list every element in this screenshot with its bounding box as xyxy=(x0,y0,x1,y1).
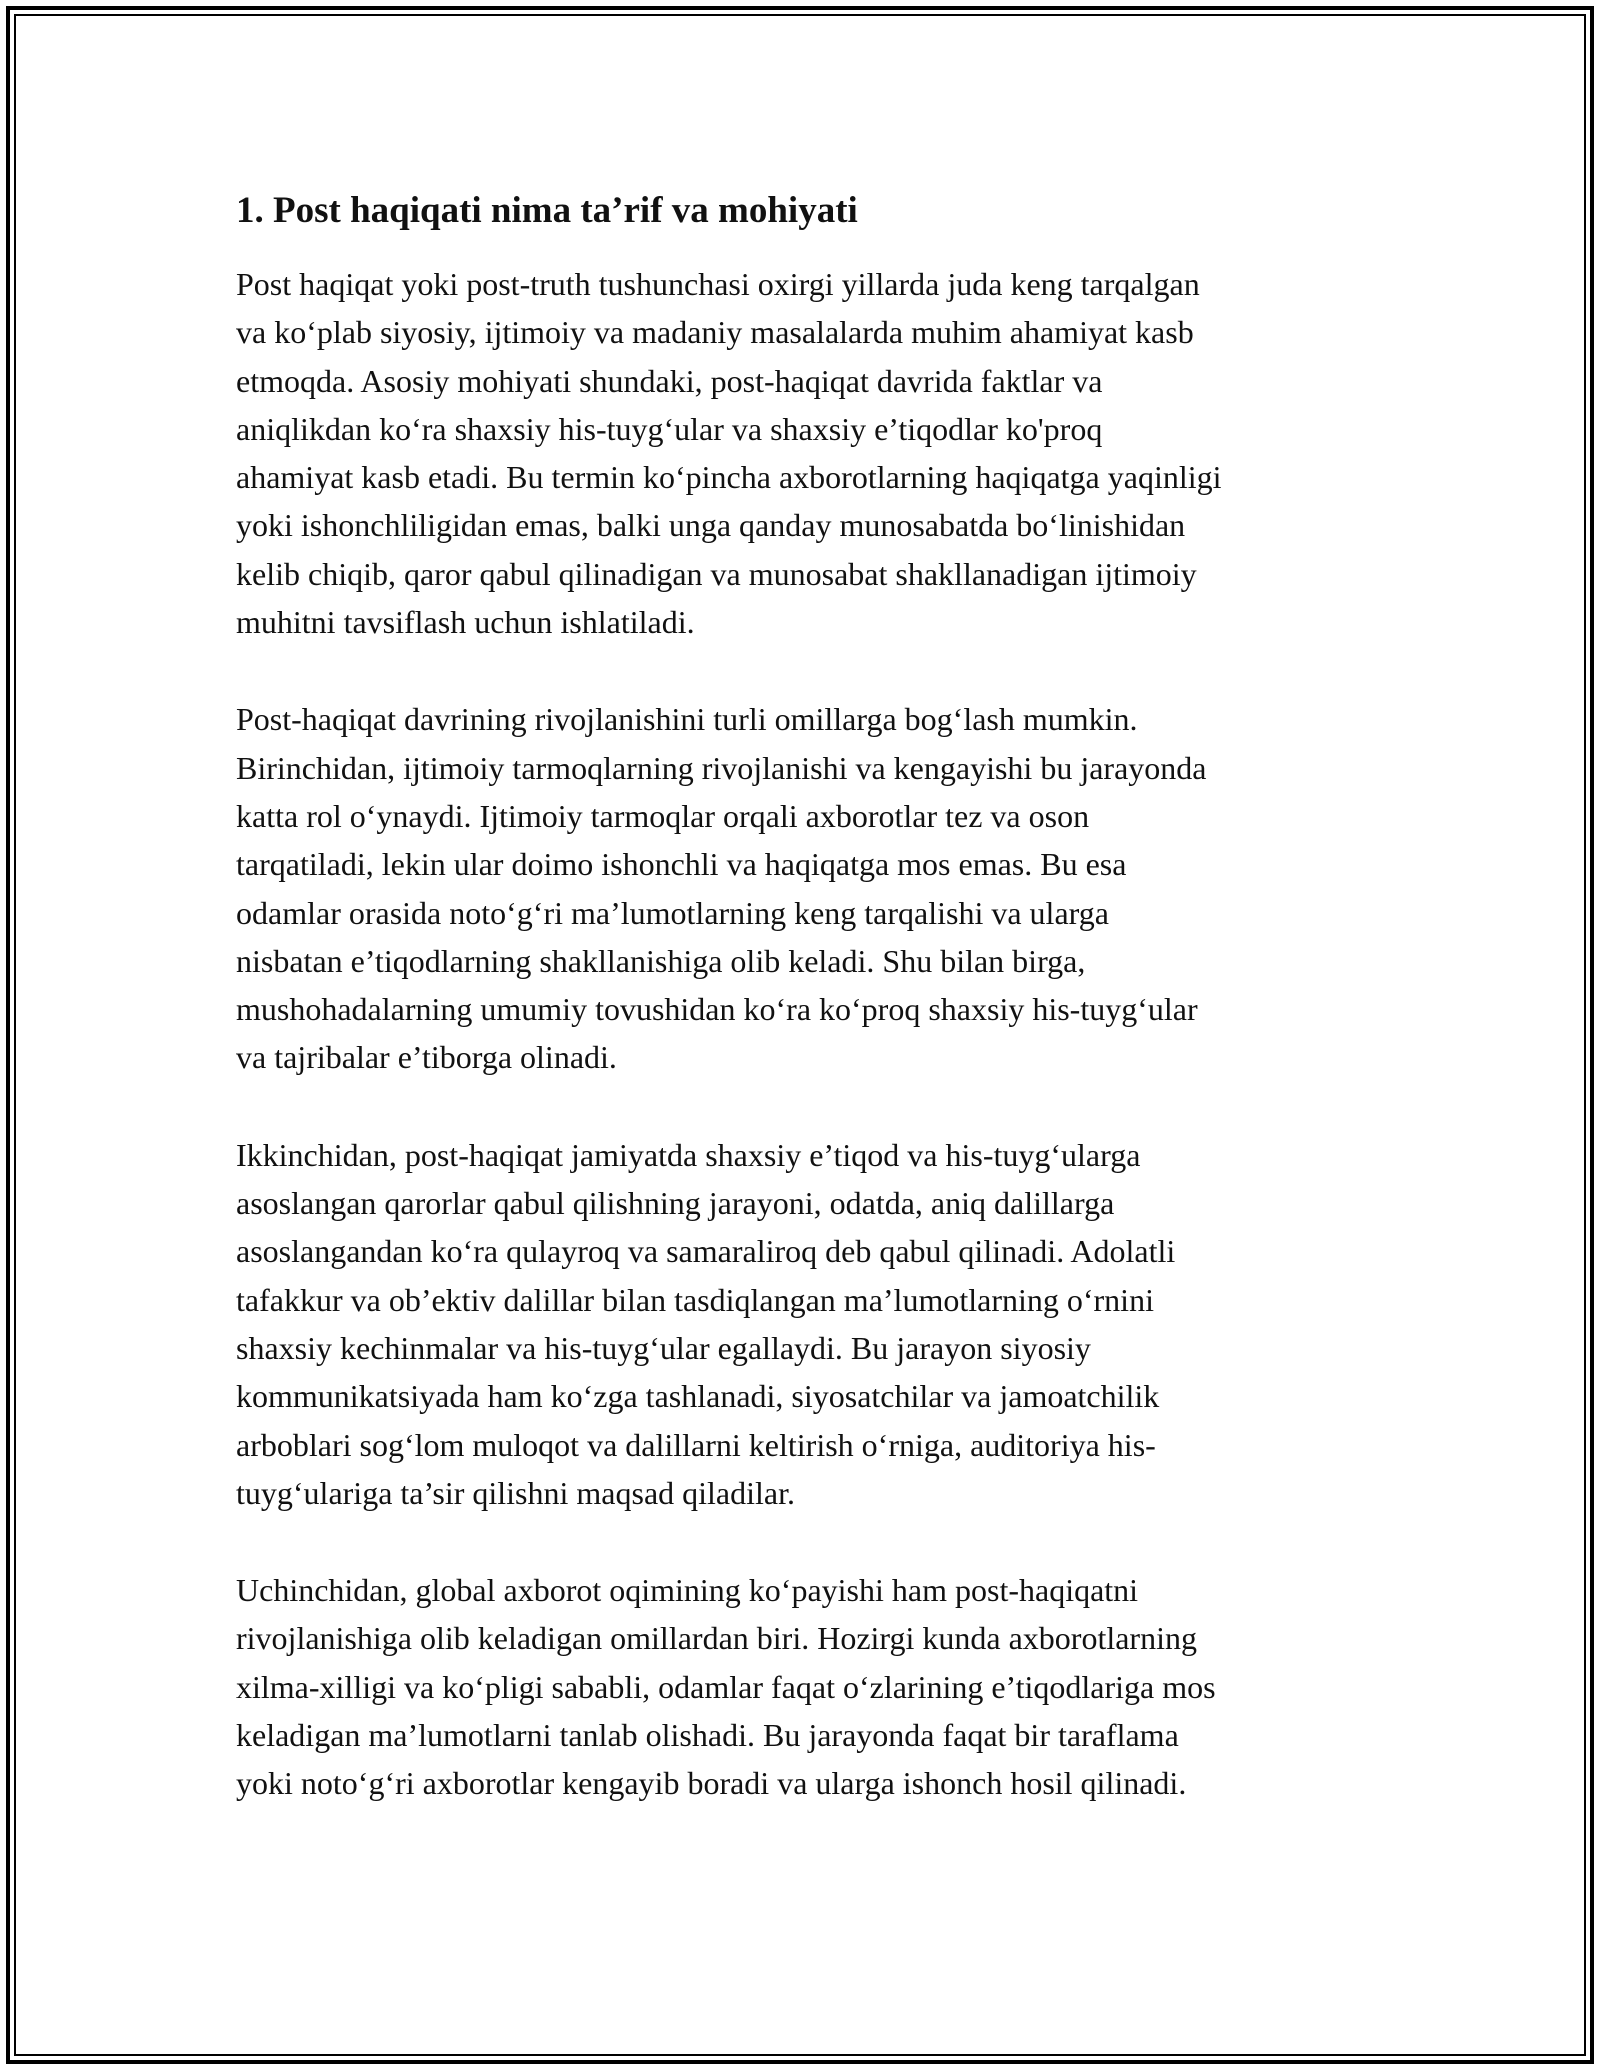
paragraph-1: Post haqiqat yoki post-truth tushunchasi oxirgi yillarda juda keng tarqalgan va ko‘plab siyosiy, ijtimoiy va madaniy masalalarda muhim ahamiyat kasb etmoqda. Asosiy mohiyati shundaki, post-haqiqat davrida faktlar va aniqlikdan ko‘ra shaxsiy his-tuyg‘ular va shaxsiy e’tiqodlar ko'proq ahamiyat kasb etadi. Bu termin ko‘pincha axborotlarning haqiqatga yaqinligi yoki ishonchliligidan emas, balki unga qanday munosabatda bo‘linishidan kelib chiqib, qaror qabul qilinadigan va munosabat shakllanadigan ijtimoiy muhitni tavsiflash uchun ishlatiladi. xyxy=(236,266,1222,641)
paragraph-3: Ikkinchidan, post-haqiqat jamiyatda shaxsiy e’tiqod va his-tuyg‘ularga asoslangan qarorlar qabul qilishning jarayoni, odatda, aniq dalillarga asoslangandan ko‘ra qulayroq va samaraliroq deb qabul qilinadi. Adolatli tafakkur va ob’ektiv dalillar bilan tasdiqlangan ma’lumotlarning o‘rnini shaxsiy kechinmalar va his-tuyg‘ular egallaydi. Bu jarayon siyosiy kommunikatsiyada ham ko‘zga tashlanadi, siyosatchilar va jamoatchilik arboblari sog‘lom muloqot va dalillarni keltirish o‘rniga, auditoriya his- tuyg‘ulariga ta’sir qilishni maqsad qiladilar. xyxy=(236,1136,1176,1511)
paragraph-2: Post-haqiqat davrining rivojlanishini turli omillarga bog‘lash mumkin. Birinchidan, ijtimoiy tarmoqlarning rivojlanishi va kengayishi bu jarayonda katta rol o‘ynaydi. Ijtimoiy tarmoqlar orqali axborotlar tez va oson tarqatiladi, lekin ular doimo ishonchli va haqiqatga mos emas. Bu esa odamlar orasida noto‘g‘ri ma’lumotlarning keng tarqalishi va ularga nisbatan e’tiqodlarning shakllanishiga olib keladi. Shu bilan birga, mushohadalarning umumiy tovushidan ko‘ra ko‘proq shaxsiy his-tuyg‘ular va tajribalar e’tiborga olinadi. xyxy=(236,701,1207,1076)
section-heading: 1. Post haqiqati nima ta’rif va mohiyati xyxy=(236,190,858,231)
paragraph-4: Uchinchidan, global axborot oqimining ko‘payishi ham post-haqiqatni rivojlanishiga olib keladigan omillardan biri. Hozirgi kunda axborotlarning xilma-xilligi va ko‘pligi sababli, odamlar faqat o‘zlarining e’tiqodlariga mos keladigan ma’lumotlarni tanlab olishadi. Bu jarayonda faqat bir taraflama yoki noto‘g‘ri axborotlar kengayib boradi va ularga ishonch hosil qilinadi. xyxy=(236,1572,1216,1802)
document-body xyxy=(236,186,1386,1857)
